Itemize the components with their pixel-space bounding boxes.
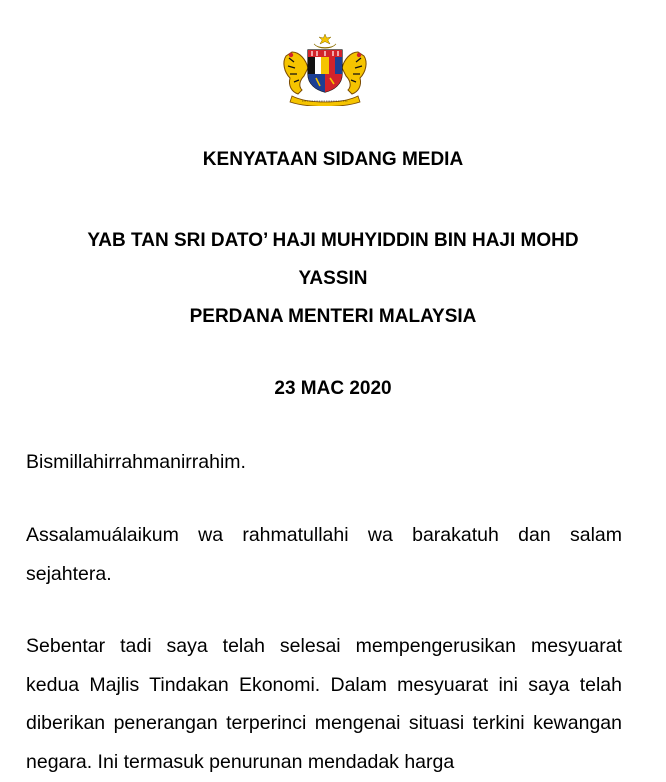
name-line-1: YAB TAN SRI DATO’ HAJI MUHYIDDIN BIN HAJI MOHD [87,230,579,251]
paragraph-greeting: Assalamuálaikum wa rahmatullahi wa barakatuh dan salam sejahtera. [26,524,622,585]
document-title: KENYATAAN SIDANG MEDIA [202,149,464,170]
name-line-2: YASSIN [298,268,368,289]
statement-date: 23 MAC 2020 [274,378,392,399]
paragraph-body: Sebentar tadi saya telah selesai mempengerusikan mesyuarat kedua Majlis Tindakan Ekonomi. Dalam mesyuarat ini saya telah diberikan penerangan terperinci mengenai situasi terkini kewangan negara. Ini termasuk penurunan mendadak harga [26,635,622,773]
paragraph-opening: Bismillahirrahmanirrahim. [26,451,246,473]
malaysia-coat-of-arms-icon [278,34,372,106]
name-line-3: PERDANA MENTERI MALAYSIA [189,306,477,327]
minister-name-block [0,222,666,336]
